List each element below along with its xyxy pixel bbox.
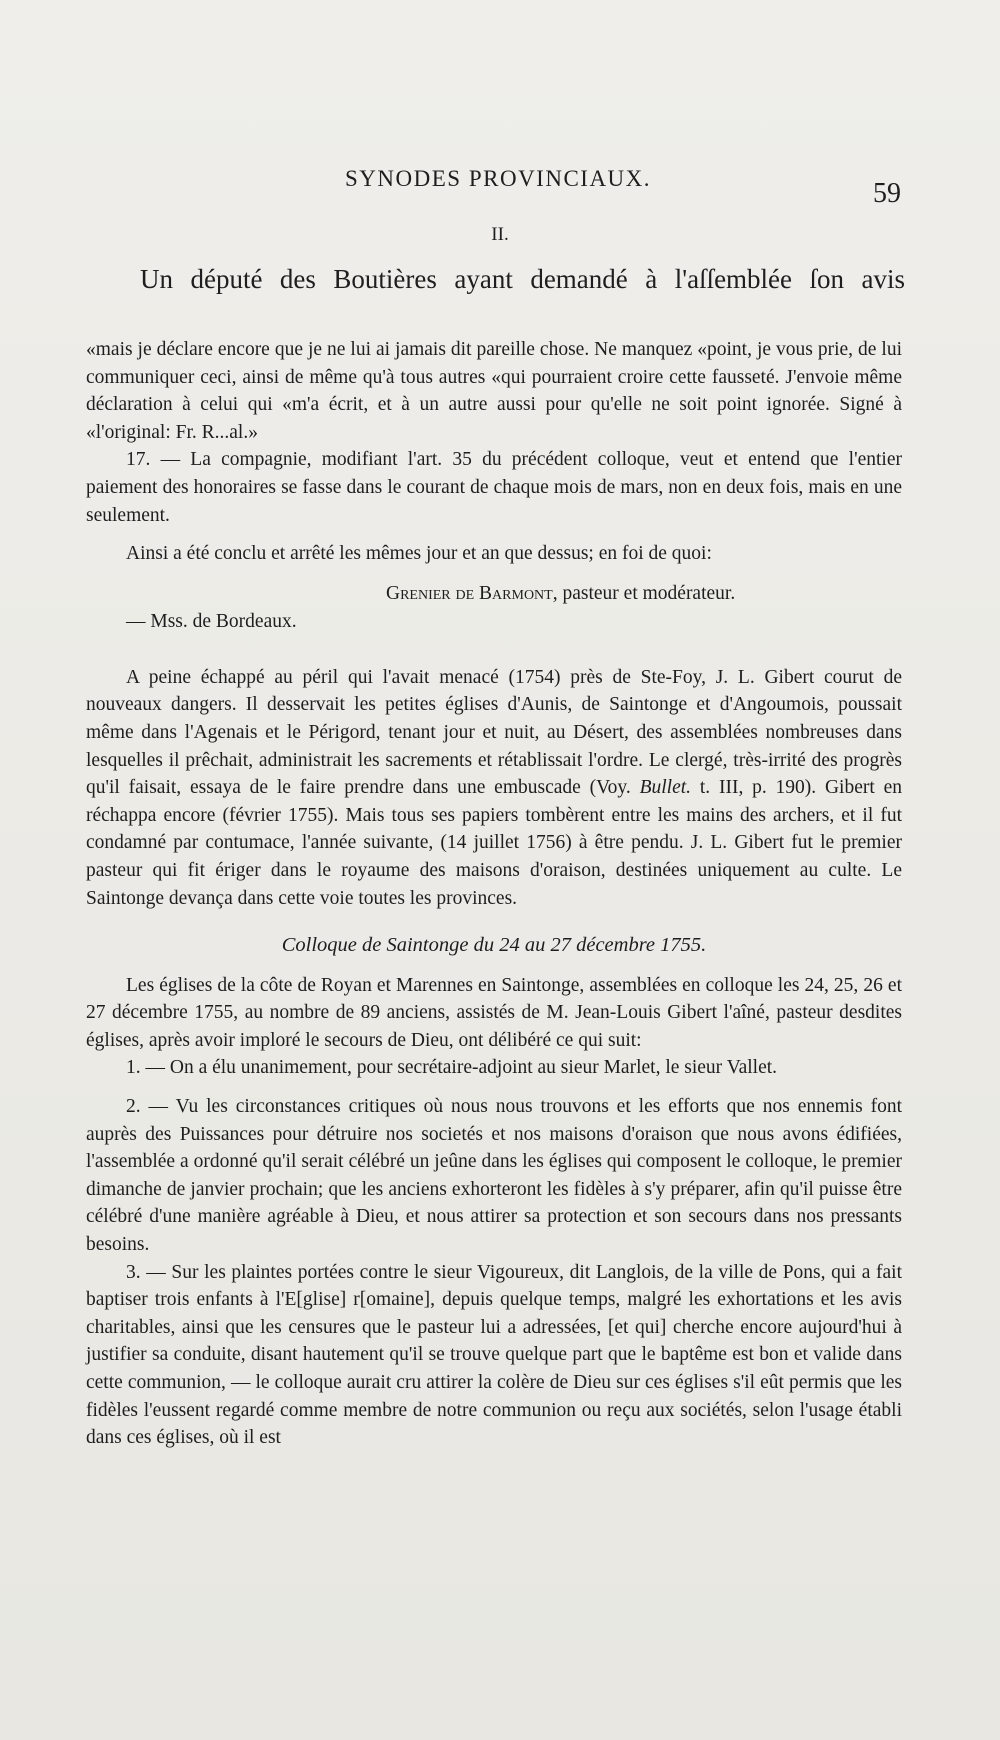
page-number: 59 bbox=[873, 178, 901, 209]
colloque-intro-paragraph: Les églises de la côte de Royan et Marennes en Saintonge, assemblées en colloque les 24, 25, 26 et 27 décembre 1755, au nombre de 89 anciens, assistés de M. Jean-Louis Gibert l'aîné, pasteur desdites églises, après avoir imploré le secours de Dieu, ont délibéré ce qui suit: bbox=[86, 974, 902, 1051]
article-2-paragraph: 2. — Vu les circonstances critiques où nous nous trouvons et les efforts que nos ennemis font auprès des Puissances pour détruire nos societés et nos maisons d'oraison que nous avons édifiées, l'assemblée a ordonné qu'il serait célébré un jeûne dans les églises qui composent le colloque, le premier dimanche de janvier prochain; que les anciens exhorteront les fidèles à s'y préparer, afin qu'il puisse être célébré d'une manière agréable à Dieu, et nous attirer sa protection et son secours dans nos pressants besoins. bbox=[86, 1096, 902, 1256]
signature-name: Grenier de Barmont bbox=[386, 582, 553, 604]
quote-paragraph: «mais je déclare encore que je ne lui ai jamais dit pareille chose. Ne manquez «point, je vous prie, de lui communiquer ceci, ainsi de même qu'à tous autres «qui pourraient croire cette fausseté. J'envoie même déclaration à celui qui «m'a écrit, et à un autre aussi pour qu'elle ne soit point ignorée. Signé à «l'original: Fr. R...al.» bbox=[86, 339, 902, 443]
conclusion-paragraph: Ainsi a été conclu et arrêté les mêmes jour et an que dessus; en foi de quoi: bbox=[126, 543, 712, 565]
source-note: — Mss. de Bordeaux. bbox=[126, 610, 297, 632]
article-17-paragraph: 17. — La compagnie, modifiant l'art. 35 du précédent colloque, veut et entend que l'entier paiement des honoraires se fasse dans le courant de chaque mois de mars, non en deux fois, mais en une seulement. bbox=[86, 449, 902, 526]
page-header bbox=[0, 166, 1000, 209]
signature bbox=[386, 580, 735, 608]
body-text bbox=[86, 336, 902, 1452]
signature-role: , pasteur et modérateur. bbox=[552, 582, 736, 604]
running-title: SYNODES PROVINCIAUX. bbox=[345, 166, 652, 191]
signature-block bbox=[86, 580, 902, 640]
bulletin-citation: Bullet. bbox=[639, 777, 692, 799]
article-1-paragraph: 1. — On a élu unanimement, pour secrétaire-adjoint au sieur Marlet, le sieur Vallet. bbox=[126, 1057, 778, 1079]
section-heading: Colloque de Saintonge du 24 au 27 décembre 1755. bbox=[281, 934, 707, 957]
gibert-text-1: A peine échappé au péril qui l'avait menacé (1754) près de Ste-Foy, J. L. Gibert courut de nouveaux dangers. Il desservait les petites églises d'Aunis, de Saintonge et d'Angoumois, poussait même dans l'Agenais et le Périgord, tenant jour et nuit, au Désert, des assemblées nombreuses dans lesquelles il prêchait, administrait les sacrements et rétablissait l'ordre. Le clergé, très-irrité des progrès qu'il faisait, essaya de le faire prendre dans une embuscade (Voy. bbox=[86, 666, 902, 799]
bleed-through-line: Un député des Boutières ayant demandé à l'aſſemblée ſon avis bbox=[140, 264, 905, 294]
gibert-text-2: t. III, p. 190). Gibert en réchappa encore (février 1755). Mais tous ses papiers tombèrent entre les mains des archers, et il fut condamné par contumace, l'année suivante, (14 juillet 1756) à être pendu. J. L. Gibert fut le premier pasteur qui fit ériger dans le royaume des maisons d'oraison, destinées uniquement au culte. Le Saintonge devança dans cette voie toutes les provinces. bbox=[86, 777, 903, 909]
section-number: II. bbox=[491, 224, 509, 245]
gibert-paragraph bbox=[86, 664, 902, 912]
article-3-paragraph: 3. — Sur les plaintes portées contre le sieur Vigoureux, dit Langlois, de la ville de Pons, qui a fait baptiser trois enfants à l'E[glise] r[omaine], depuis quelque temps, malgré les exhortations et les avis charitables, ainsi que les censures que le pasteur lui a adressées, [et qui] cherche encore aujourd'hui à justifier sa conduite, disant hautement qu'il se trouve quelque part que le baptême est bon et valide dans cette communion, — le colloque aurait cru attirer la colère de Dieu sur ces églises s'il eût permis que les fidèles l'eussent regardé comme membre de notre communion ou reçu aux sociétés, selon l'usage établi dans ces églises, où il est bbox=[86, 1261, 902, 1449]
